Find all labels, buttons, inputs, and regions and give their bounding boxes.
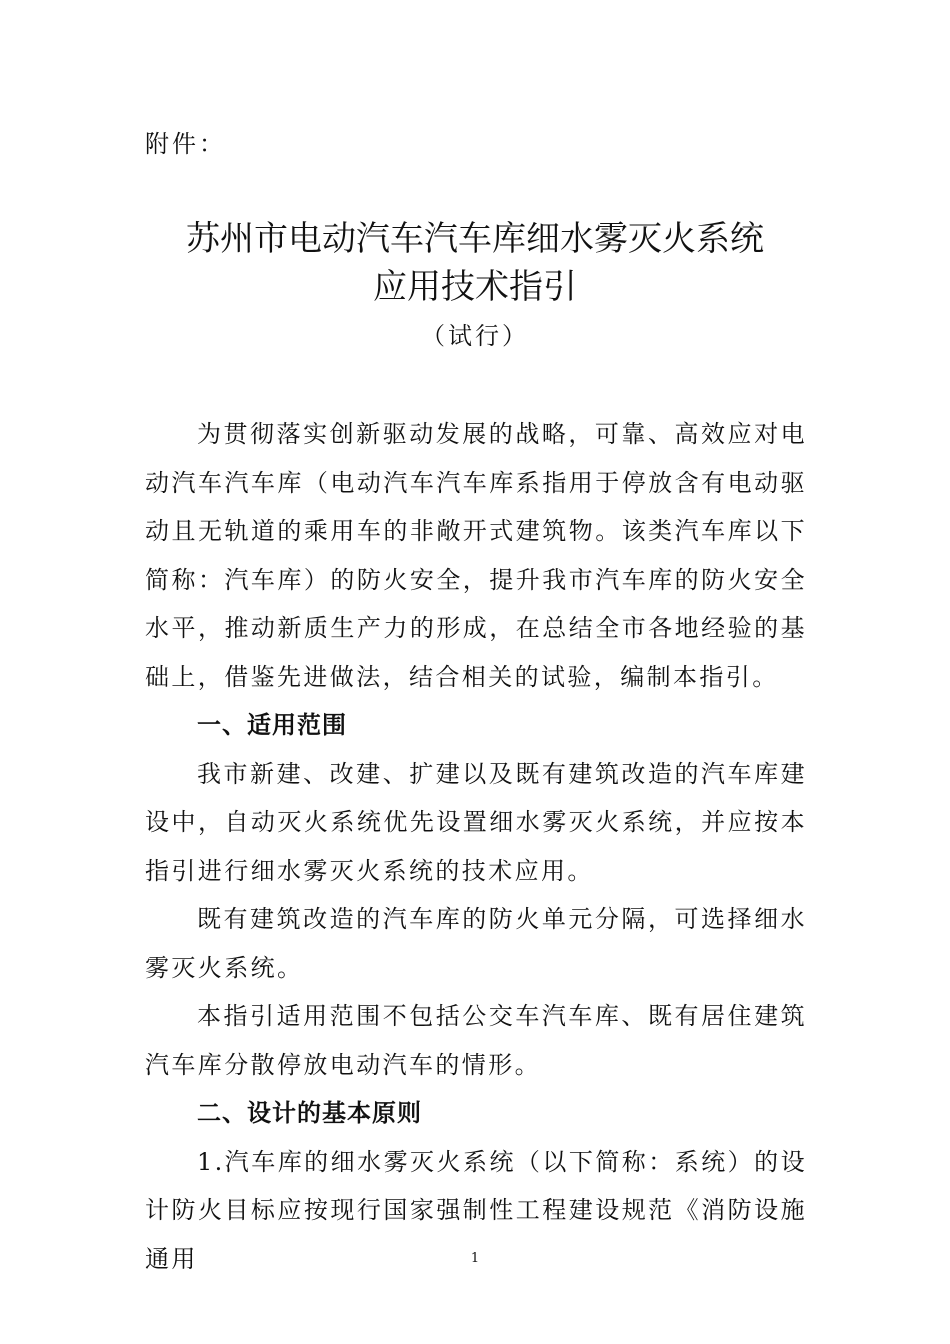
principles-paragraph-1: 1.汽车库的细水雾灭火系统（以下简称：系统）的设计防火目标应按现行国家强制性工程建设规范《消防设施通用 xyxy=(145,1147,807,1273)
document-subtitle: （试行） xyxy=(421,322,529,350)
section-heading-scope: 一、适用范围 xyxy=(197,711,347,739)
document-body xyxy=(145,410,807,1283)
intro-paragraph: 为贯彻落实创新驱动发展的战略，可靠、高效应对电动汽车汽车库（电动汽车汽车库系指用于停放含有电动驱动且无轨道的乘用车的非敞开式建筑物。该类汽车库以下简称：汽车库）的防火安全，提升我市汽车库的防火安全水平，推动新质生产力的形成，在总结全市各地经验的基础上，借鉴先进做法，结合相关的试验，编制本指引。 xyxy=(145,420,807,691)
attachment-label: 附件： xyxy=(145,130,226,158)
document-title-line-2: 应用技术指引 xyxy=(373,267,577,307)
scope-paragraph-1: 我市新建、改建、扩建以及既有建筑改造的汽车库建设中，自动灭火系统优先设置细水雾灭火系统，并应按本指引进行细水雾灭火系统的技术应用。 xyxy=(145,759,807,885)
document-title-line-1: 苏州市电动汽车汽车库细水雾灭火系统 xyxy=(186,219,764,259)
scope-paragraph-2: 既有建筑改造的汽车库的防火单元分隔，可选择细水雾灭火系统。 xyxy=(145,905,807,982)
page-number: 1 xyxy=(470,1251,480,1266)
section-heading-principles: 二、设计的基本原则 xyxy=(197,1099,422,1127)
scope-paragraph-3: 本指引适用范围不包括公交车汽车库、既有居住建筑汽车库分散停放电动汽车的情形。 xyxy=(145,1002,807,1079)
